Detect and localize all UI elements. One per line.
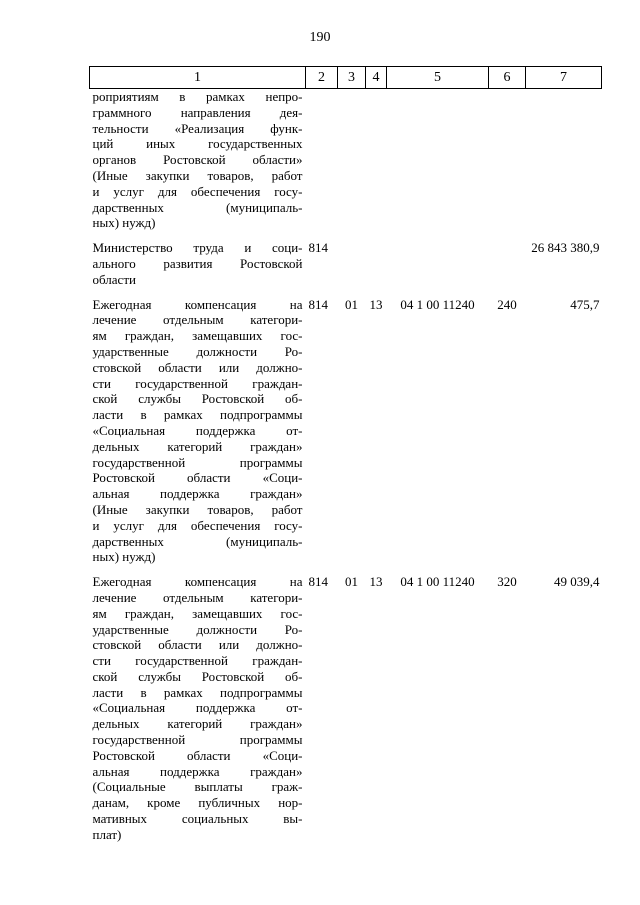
description-line: государственной программы	[92, 454, 303, 470]
description-line: Министерство труда и соци-	[92, 240, 303, 256]
cell-section	[338, 89, 366, 232]
description-line: государственной программы	[92, 732, 303, 748]
description-line: органов Ростовской области»	[92, 152, 303, 168]
description-line: области	[92, 271, 136, 287]
cell-expense-type: 320	[497, 574, 517, 590]
cell-section: 01	[345, 574, 358, 590]
description-line: дельных категорий граждан»	[92, 438, 303, 454]
table-body	[90, 89, 602, 843]
description-line: ударственные должности Ро-	[92, 343, 303, 359]
description-line: Ежегодная компенсация на	[92, 296, 303, 312]
description-line: лечение отдельным категори-	[92, 589, 303, 605]
row-spacer-cell	[90, 288, 602, 297]
description-line: «Социальная поддержка от-	[92, 700, 303, 716]
cell-amount: 49 039,4	[554, 574, 600, 590]
description-line: (Иные закупки товаров, работ	[92, 167, 303, 183]
header-row	[90, 67, 602, 89]
cell-expense-type	[489, 240, 526, 287]
description-line: «Социальная поддержка от-	[92, 422, 303, 438]
table-header	[90, 67, 602, 89]
description-line: данам, кроме публичных нор-	[92, 795, 303, 811]
description-line: тельности «Реализация функ-	[92, 120, 303, 136]
cell-target-article	[387, 89, 489, 232]
description-line: сти государственной граждан-	[92, 653, 303, 669]
budget-table	[89, 66, 602, 843]
cell-ministry: 814	[308, 240, 328, 256]
cell-amount: 26 843 380,9	[531, 240, 600, 256]
description-line: сти государственной граждан-	[92, 375, 303, 391]
cell-ministry: 814	[308, 296, 328, 312]
cell-target-article: 04 1 00 11240	[400, 296, 475, 312]
cell-ministry: 814	[308, 574, 328, 590]
description-line: и услуг для обеспечения госу-	[92, 517, 303, 533]
row-spacer	[90, 231, 602, 240]
cell-description	[90, 574, 306, 843]
cell-expense-type: 240	[497, 296, 517, 312]
row-spacer-cell	[90, 565, 602, 574]
description-line: ударственные должности Ро-	[92, 621, 303, 637]
cell-subsection: 13	[369, 574, 383, 590]
description-line: лечение отдельным категори-	[92, 312, 303, 328]
cell-description	[90, 89, 306, 232]
description-line: Ростовской области «Соци-	[92, 747, 303, 763]
description-line: плат)	[92, 826, 122, 842]
column-header-amount: 7	[526, 67, 602, 89]
cell-target-article: 04 1 00 11240	[400, 574, 475, 590]
page-number: 190	[309, 30, 331, 45]
description-line: граммного направления дея-	[92, 104, 303, 120]
description-line: стовской области или должно-	[92, 359, 303, 375]
description-line: ных) нужд)	[92, 215, 156, 231]
table-row	[90, 240, 602, 287]
cell-expense-type	[489, 89, 526, 232]
description-line: ласти в рамках подпрограммы	[92, 407, 303, 423]
cell-section: 01	[345, 296, 358, 312]
description-line: альная поддержка граждан»	[92, 763, 303, 779]
cell-description	[90, 240, 306, 287]
description-line: ям граждан, замещавших гос-	[92, 605, 303, 621]
row-spacer	[90, 565, 602, 574]
description-line: (Социальные выплаты граж-	[92, 779, 303, 795]
description-line: дельных категорий граждан»	[92, 716, 303, 732]
description-line: ской службы Ростовской об-	[92, 668, 303, 684]
description-line: мативных социальных вы-	[92, 811, 303, 827]
description-line: ций иных государственных	[92, 136, 303, 152]
description-line: Ростовской области «Соци-	[92, 470, 303, 486]
column-header-ministry: 2	[306, 67, 338, 89]
description-line: альная поддержка граждан»	[92, 486, 303, 502]
cell-ministry	[306, 89, 338, 232]
description-line: ской службы Ростовской об-	[92, 391, 303, 407]
cell-section	[338, 240, 366, 287]
description-line: ласти в рамках подпрограммы	[92, 684, 303, 700]
cell-subsection	[366, 240, 387, 287]
cell-subsection	[366, 89, 387, 232]
row-spacer-cell	[90, 231, 602, 240]
description-line: стовской области или должно-	[92, 637, 303, 653]
table-row	[90, 574, 602, 843]
column-header-target-article: 5	[387, 67, 489, 89]
cell-amount	[526, 89, 602, 232]
column-header-expense-type: 6	[489, 67, 526, 89]
cell-description	[90, 297, 306, 566]
cell-subsection: 13	[369, 296, 383, 312]
description-line: Ежегодная компенсация на	[92, 574, 303, 590]
row-spacer	[90, 288, 602, 297]
description-line: дарственных (муниципаль-	[92, 199, 303, 215]
description-line: ных) нужд)	[92, 549, 156, 565]
column-header-subsection: 4	[366, 67, 387, 89]
table-row	[90, 297, 602, 566]
description-line: ального развития Ростовской	[92, 255, 303, 271]
table-row	[90, 89, 602, 232]
description-line: ям граждан, замещавших гос-	[92, 328, 303, 344]
cell-amount: 475,7	[570, 296, 600, 312]
description-line: и услуг для обеспечения госу-	[92, 183, 303, 199]
column-header-description: 1	[90, 67, 306, 89]
column-header-section: 3	[338, 67, 366, 89]
description-line: (Иные закупки товаров, работ	[92, 501, 303, 517]
cell-target-article	[387, 240, 489, 287]
description-line: роприятиям в рамках непро-	[92, 89, 303, 104]
description-line: дарственных (муниципаль-	[92, 533, 303, 549]
